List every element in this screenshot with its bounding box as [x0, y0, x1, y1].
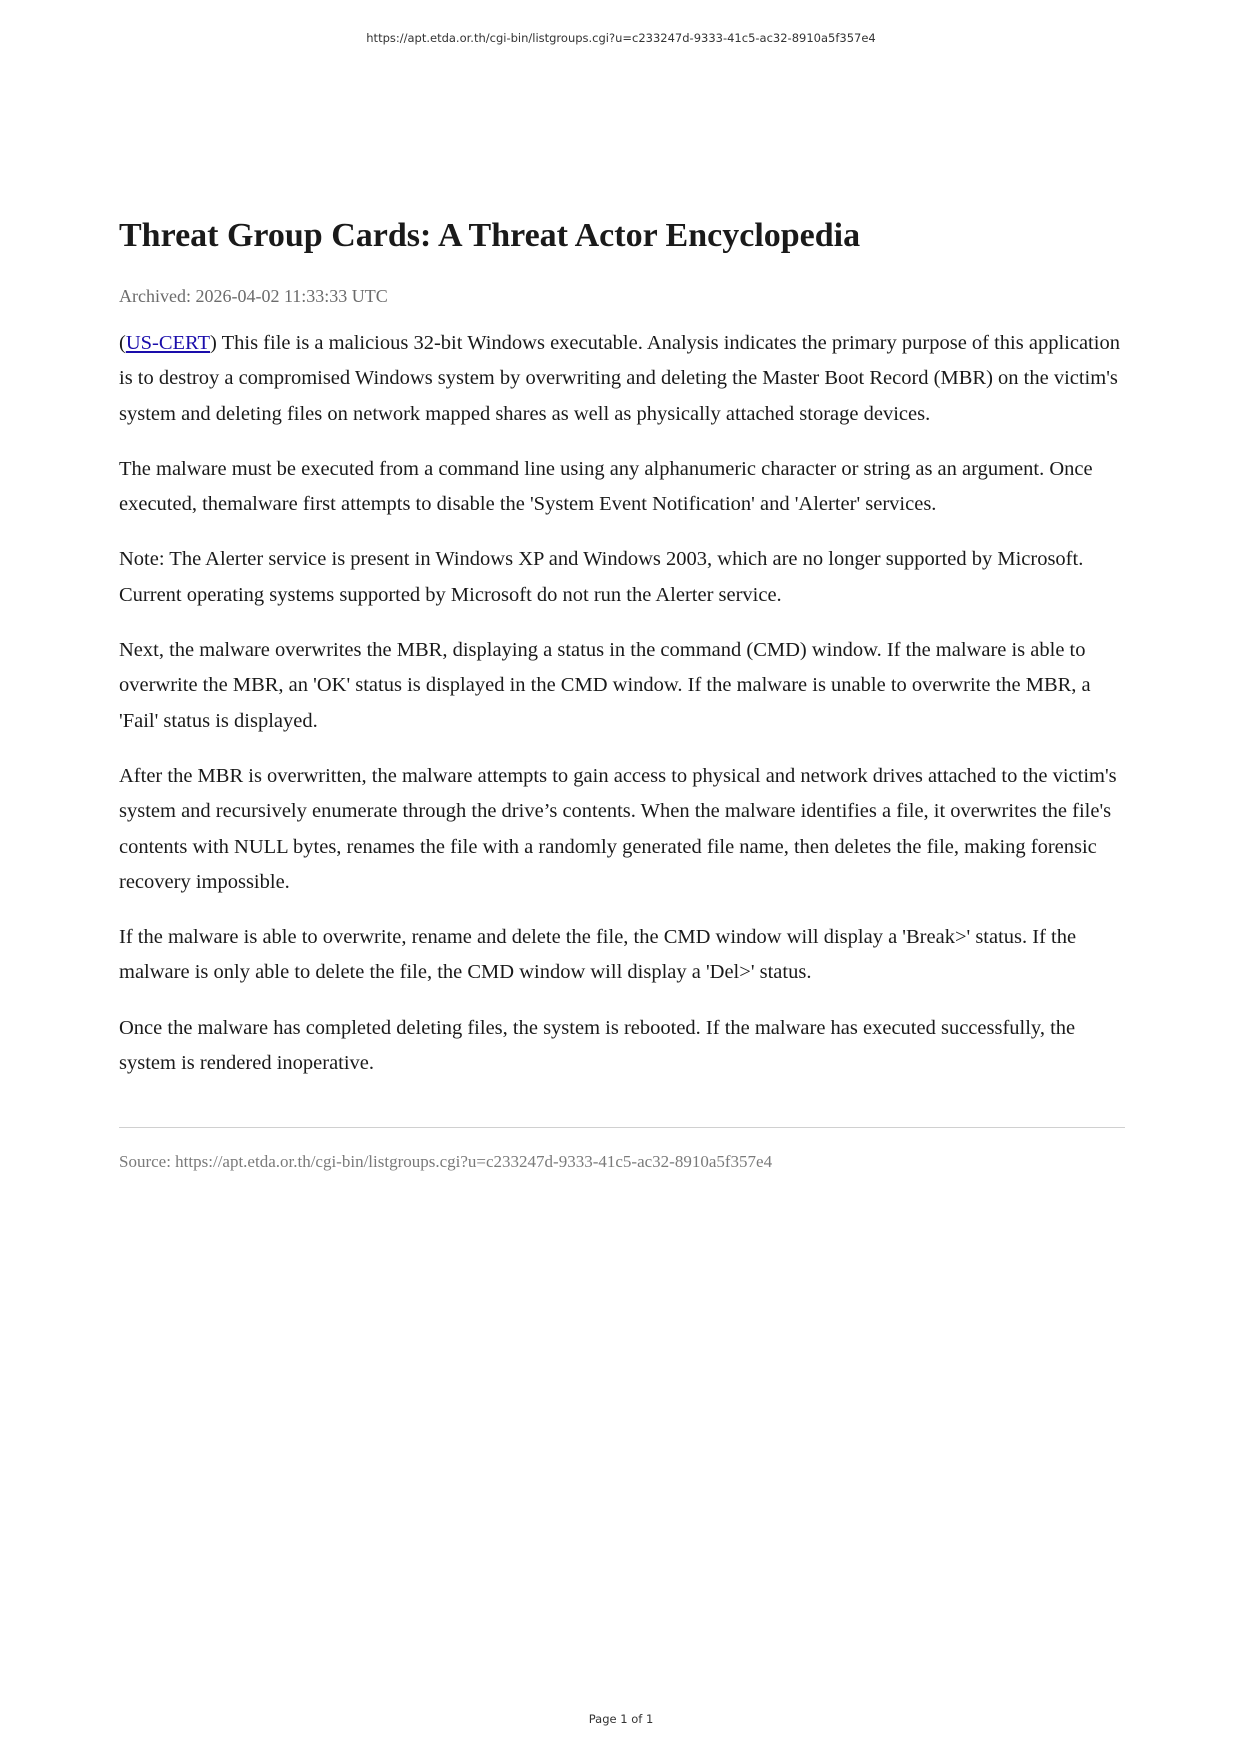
intro-paragraph — [119, 326, 1125, 432]
archived-timestamp: Archived: 2026-04-02 11:33:33 UTC — [119, 286, 388, 306]
intro-open-paren: ( — [119, 332, 126, 354]
paragraph-mbr: Next, the malware overwrites the MBR, displaying a status in the command (CMD) window. If the malware is able to overwrite the MBR, an 'OK' status is displayed in the CMD window. If the malware is unable to overwrite the MBR, a 'Fail' status is displayed. — [119, 639, 1091, 732]
page-title: Threat Group Cards: A Threat Actor Encyclopedia — [119, 217, 861, 254]
paragraph-reboot: Once the malware has completed deleting files, the system is rebooted. If the malware has executed successfully, the system is rendered inoperative. — [119, 1016, 1076, 1075]
us-cert-link[interactable]: US-CERT — [125, 332, 211, 354]
article — [119, 214, 1125, 1174]
source-line: Source: https://apt.etda.or.th/cgi-bin/listgroups.cgi?u=c233247d-9333-41c5-ac32-8910a5f357e4 — [119, 1152, 773, 1172]
print-header-url: https://apt.etda.or.th/cgi-bin/listgroups.cgi?u=c233247d-9333-41c5-ac32-8910a5f357e4 — [366, 31, 876, 45]
paragraph-drives: After the MBR is overwritten, the malware attempts to gain access to physical and network drives attached to the victim's system and recursively enumerate through the drive’s contents. When the malware identifies a file, it overwrites the file's contents with NULL bytes, renames the file with a randomly generated file name, then deletes the file, making forensic recovery impossible. — [119, 764, 1117, 893]
paragraph-note: Note: The Alerter service is present in Windows XP and Windows 2003, which are no longer supported by Microsoft. Current operating systems supported by Microsoft do not run the Alerter service. — [119, 548, 1084, 606]
divider — [119, 1127, 1125, 1128]
paragraph-status: If the malware is able to overwrite, rename and delete the file, the CMD window will display a 'Break>' status. If the malware is only able to delete the file, the CMD window will display a 'Del>' status. — [119, 926, 1077, 984]
paragraph-execution: The malware must be executed from a command line using any alphanumeric character or string as an argument. Once executed, themalware first attempts to disable the 'System Event Notification' and 'Alerter' services. — [119, 457, 1093, 516]
article-body — [119, 326, 1125, 1081]
intro-text: ) This file is a malicious 32-bit Windows executable. Analysis indicates the primary purpose of this application is to destroy a compromised Windows system by overwriting and deleting the Master Boot Record (MBR) on the victim's system and deleting files on network mapped shares as well as physically attached storage devices. — [119, 332, 1120, 425]
page-number: Page 1 of 1 — [588, 1712, 654, 1726]
